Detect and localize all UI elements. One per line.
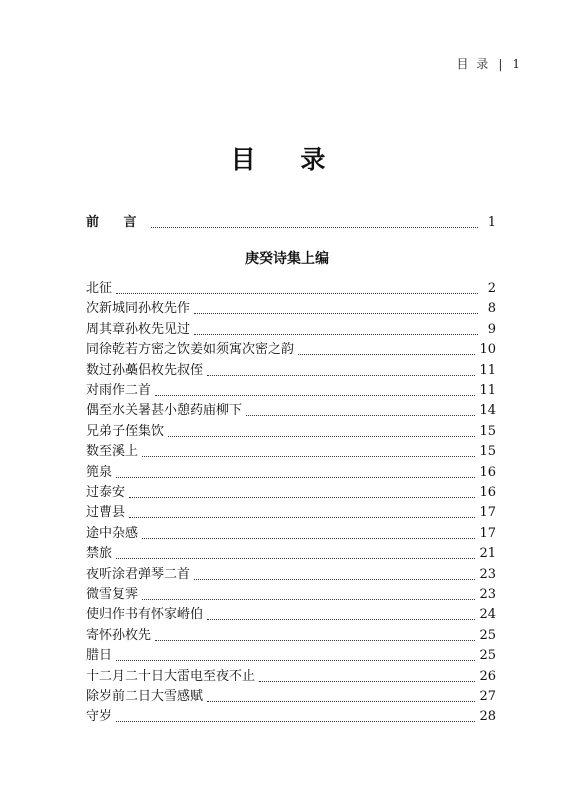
toc-entry[interactable] (86, 545, 496, 563)
toc-entry-page: 11 (479, 362, 496, 378)
toc-entry-page: 14 (479, 403, 496, 419)
dot-leader (207, 374, 475, 376)
toc-entry-page: 16 (479, 464, 496, 480)
toc-entry-label: 篼泉 (86, 464, 113, 480)
toc-entry-page: 28 (479, 709, 496, 725)
toc-entry-label: 前 言 (86, 215, 147, 230)
dot-leader (129, 516, 475, 518)
toc-entry[interactable] (86, 423, 496, 441)
toc-entry-page: 25 (479, 648, 496, 664)
toc-entry-page: 2 (487, 281, 496, 296)
toc-entry-page: 1 (487, 215, 496, 230)
toc-entry[interactable] (86, 280, 496, 298)
toc-entry[interactable] (86, 586, 496, 604)
toc-entry-label: 过曹县 (86, 505, 126, 521)
toc-entry-page: 11 (479, 383, 496, 398)
dot-leader (246, 414, 475, 416)
toc-entry-label: 禁旅 (86, 546, 113, 562)
dot-leader (116, 659, 475, 661)
toc-entry[interactable] (86, 688, 496, 706)
toc-entry[interactable] (86, 647, 496, 665)
dot-leader (142, 537, 475, 539)
toc-entry-label: 北征 (86, 281, 113, 296)
page-title: 目 录 (230, 145, 344, 174)
dot-leader (194, 333, 478, 335)
toc-entry-label: 使归作书有怀家崻伯 (86, 607, 204, 623)
dot-leader (207, 700, 475, 702)
section-heading: 庚癸诗集上编 (245, 251, 329, 267)
toc-entry[interactable] (86, 362, 496, 380)
toc-entry[interactable] (86, 566, 496, 584)
toc-entry-label: 腊日 (86, 648, 113, 664)
dot-leader (151, 226, 478, 228)
toc-entry-label: 对雨作二首 (86, 383, 152, 398)
dot-leader (259, 680, 475, 682)
toc-entry-label: 同徐乾若方密之饮姜如须寓次密之韵 (86, 342, 295, 358)
toc-entry-page: 16 (479, 485, 496, 500)
toc-entry[interactable] (86, 443, 496, 461)
toc-entry[interactable] (86, 464, 496, 482)
dot-leader (116, 720, 475, 722)
toc-entry[interactable] (86, 402, 496, 420)
running-header-label: 目 录 (456, 57, 491, 71)
toc-entry-label: 周其章孙枚先见过 (86, 321, 191, 337)
dot-leader (142, 598, 475, 600)
toc-entry[interactable] (86, 525, 496, 543)
toc-entry-label: 数过孙蘽侣枚先叔侄 (86, 362, 204, 378)
toc-entry-page: 25 (479, 627, 496, 643)
dot-leader (155, 639, 475, 641)
toc-entry-page: 26 (479, 668, 496, 684)
toc-entry-label: 守岁 (86, 709, 113, 725)
toc-entry-label: 除岁前二日大雪感赋 (86, 689, 204, 704)
dot-leader (298, 353, 475, 355)
toc-entry-page: 23 (479, 587, 496, 602)
toc-entry[interactable] (86, 627, 496, 645)
toc-entry-page: 15 (479, 423, 496, 439)
dot-leader (168, 435, 475, 437)
dot-leader (194, 312, 478, 314)
toc-entry-page: 15 (479, 444, 496, 460)
toc-entry-page: 9 (487, 321, 496, 337)
toc-entry[interactable] (86, 606, 496, 624)
toc-entry-label: 偶至水关暑甚小憩药庙柳下 (86, 403, 243, 419)
toc-entry-label: 数至溪上 (86, 444, 139, 460)
toc-entry[interactable] (86, 341, 496, 359)
toc-entry-label: 十二月二十日大雷电至夜不止 (86, 668, 256, 684)
toc-entry-page: 27 (479, 689, 496, 704)
dot-leader (129, 496, 475, 498)
dot-leader (142, 455, 475, 457)
toc-entry[interactable] (86, 321, 496, 339)
dot-leader (116, 292, 478, 294)
dot-leader (155, 394, 475, 396)
toc-entry[interactable] (86, 504, 496, 522)
toc-entry-page: 21 (479, 546, 496, 562)
toc-entry-label: 途中杂感 (86, 525, 139, 541)
header-separator: | (498, 57, 505, 71)
toc-entry[interactable] (86, 300, 496, 318)
toc-entry-label: 微雪复霁 (86, 587, 139, 602)
toc-entry[interactable] (86, 708, 496, 726)
toc-entry-label: 过泰安 (86, 485, 126, 500)
running-header (456, 55, 522, 72)
toc-entry-label: 兄弟子侄集饮 (86, 423, 165, 439)
toc-entry-preface[interactable] (86, 214, 496, 232)
toc-entry-label: 夜听涂君弹琴二首 (86, 566, 191, 582)
toc-entry-label: 寄怀孙枚先 (86, 627, 152, 643)
dot-leader (116, 557, 475, 559)
toc-entry-page: 23 (479, 566, 496, 582)
toc-entry-label: 次新城同孙枚先作 (86, 301, 191, 317)
toc-entry-page: 17 (479, 525, 496, 541)
dot-leader (116, 476, 475, 478)
running-header-page-number: 1 (512, 57, 522, 71)
dot-leader (207, 618, 475, 620)
toc-entry-page: 8 (487, 301, 496, 317)
dot-leader (194, 578, 475, 580)
toc-entry-page: 10 (479, 342, 496, 358)
toc-entry[interactable] (86, 668, 496, 686)
toc-entry[interactable] (86, 484, 496, 502)
toc-entry-page: 24 (479, 607, 496, 623)
toc-entry[interactable] (86, 382, 496, 400)
toc-entry-page: 17 (479, 505, 496, 521)
